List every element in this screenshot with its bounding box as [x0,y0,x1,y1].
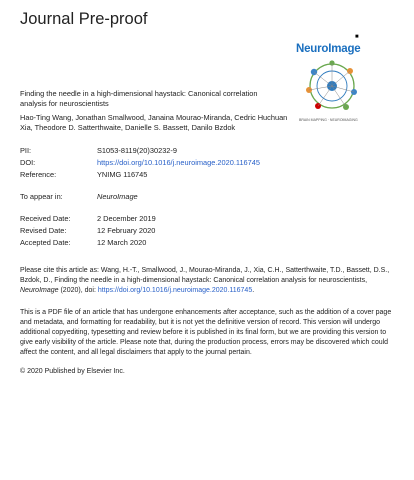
pii-value: S1053-8119(20)30232-9 [97,146,177,155]
received-value: 2 December 2019 [97,214,156,223]
appear-label: To appear in: [20,192,63,201]
article-authors: Hao-Ting Wang, Jonathan Smallwood, Janaina Mourao-Miranda, Cedric Huchuan Xia, Theodore D. Satterthwaite, Danielle S. Bassett, Danilo Bzdok [20,113,288,132]
accepted-label: Accepted Date: [20,238,71,247]
citation-middle: (2020), doi: [58,286,98,294]
pii-label: PII: [20,146,32,155]
appear-value: NeuroImage [97,192,138,201]
citation-lead: Please cite this article as: Wang, H.-T., Smallwood, J., Mourao-Miranda, J., Xia, C.H., Satterthwaite, T.D., Bassett, D.S., Bzdok, D., Finding the needle in a high-dimensional haystack: Canonical correlation analysis for neuroscientists, [20,267,390,284]
citation-journal: NeuroImage [20,286,59,294]
reference-label: Reference: [20,170,57,179]
revised-value: 12 February 2020 [97,226,156,235]
article-title: Finding the needle in a high-dimensional haystack: Canonical correlation analysis for neuroscientists [20,89,258,108]
journal-pre-proof-label: Journal Pre-proof [20,10,148,28]
revised-label: Revised Date: [20,226,67,235]
cover-footer: BRAIN MAPPING · NEUROIMAGING [299,118,358,122]
cover-journal-title: NeuroImage [296,43,361,55]
citation-doi-link[interactable]: https://doi.org/10.1016/j.neuroimage.2020.116745 [97,286,253,294]
cover-brain-graphic [301,58,363,114]
received-label: Received Date: [20,214,71,223]
doi-link[interactable]: https://doi.org/10.1016/j.neuroimage.2020.116745 [97,158,260,167]
doi-label: DOI: [20,158,36,167]
accepted-value: 12 March 2020 [97,238,147,247]
cover-mark: ■ [355,34,359,40]
citation-end: . [252,286,255,294]
journal-cover-image [293,34,369,134]
citation-paragraph [20,266,394,296]
disclaimer-paragraph: This is a PDF file of an article that has undergone enhancements after acceptance, such as the addition of a cover page and metadata, and formatting for readability, but it is not yet the definitive version of record. This version will undergo additional copyediting, typesetting and review before it is published in its final form, but we are providing this version to give early visibility of the article. Please note that, during the production process, errors may be discovered which could affect the content, and all legal disclaimers that apply to the journal pertain. [20,309,392,356]
copyright-notice: © 2020 Published by Elsevier Inc. [20,368,125,375]
reference-value: YNIMG 116745 [97,170,148,179]
